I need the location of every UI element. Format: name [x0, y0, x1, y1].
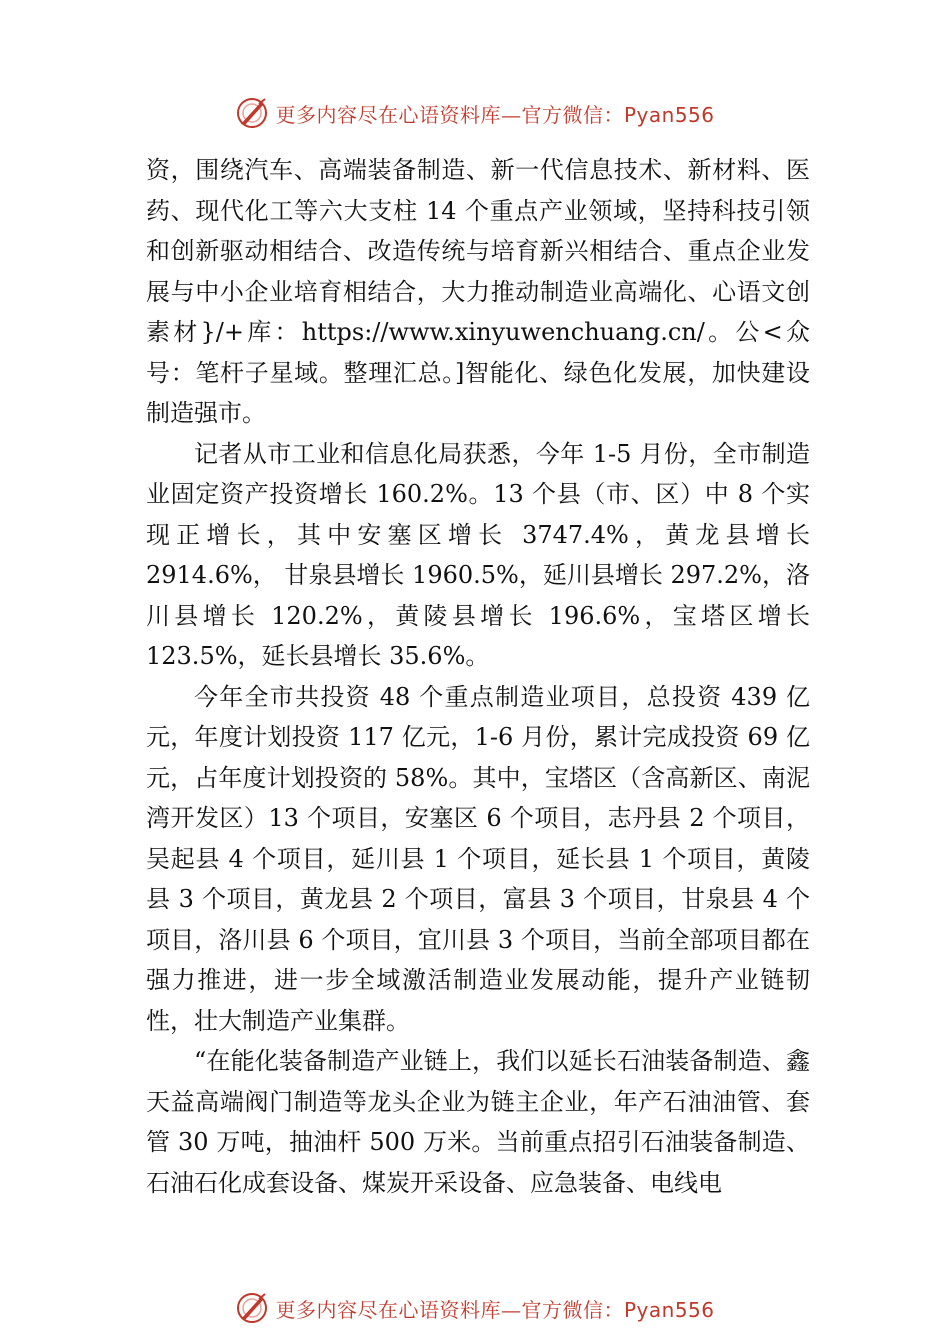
watermark-wechat-id: Pyan556 — [623, 1297, 715, 1322]
watermark-wechat-label: 官方微信： — [521, 1297, 624, 1322]
document-body — [146, 150, 810, 1203]
paragraph-3: 今年全市共投资 48 个重点制造业项目，总投资 439 亿元，年度计划投资 117 亿元，1-6 月份，累计完成投资 69 亿元，占年度计划投资的 58%。其中，宝塔区（含高新区、南泥湾开发区）13 个项目，安塞区 6 个项目，志丹县 2 个项目，吴起县 4 个项目，延川县 1 个项目，延长县 1 个项目，黄陵县 3 个项目，黄龙县 2 个项目，富县 3 个项目，甘泉县 4 个项目，洛川县 6 个项目，宜川县 3 个项目，当前全部项目都在强力推进，进一步全域激活制造业发展动能，提升产业链韧性，壮大制造产业集群。 — [146, 682, 810, 1035]
watermark-dash: — — [500, 1297, 522, 1322]
footer-watermark — [0, 1288, 950, 1328]
paragraph-4: “在能化装备制造产业链上，我们以延长石油装备制造、鑫天益高端阀门制造等龙头企业为链主企业，年产石油油管、套管 30 万吨，抽油杆 500 万米。当前重点招引石油装备制造、石油石化成套设备、煤炭开采设备、应急装备、电线电 — [146, 1047, 810, 1197]
paragraph-1: 资，围绕汽车、高端装备制造、新一代信息技术、新材料、医药、现代化工等六大支柱 14 个重点产业领域，坚持科技引领和创新驱动相结合、改造传统与培育新兴相结合、重点企业发展与中小企业培育相结合，大力推动制造业高端化、心语文创素材}/+库：https://www.xinyuwenchuang.cn/。公<众号：笔杆子星域。整理汇总。]智能化、绿色化发展，加快建设制造强市。 — [146, 156, 810, 427]
watermark-text — [275, 99, 714, 128]
watermark-wechat-id: Pyan556 — [623, 102, 715, 127]
paragraph-2: 记者从市工业和信息化局获悉，今年 1-5 月份，全市制造业固定资产投资增长 160.2%。13 个县（市、区）中 8 个实现正增长，其中安塞区增长 3747.4%，黄龙县增长 2914.6%， 甘泉县增长 1960.5%，延川县增长 297.2%，洛川县增长 120.2%，黄陵县增长 196.6%，宝塔区增长 123.5%，延长县增长 35.6%。 — [146, 439, 810, 670]
watermark-main: 更多内容尽在心语资料库 — [275, 102, 501, 127]
quill-logo-icon — [235, 96, 269, 130]
header-watermark — [0, 93, 950, 133]
watermark-dash: — — [500, 102, 522, 127]
watermark-wechat-label: 官方微信： — [521, 102, 624, 127]
watermark-text — [275, 1294, 714, 1323]
quill-logo-icon — [235, 1291, 269, 1325]
watermark-main: 更多内容尽在心语资料库 — [275, 1297, 501, 1322]
